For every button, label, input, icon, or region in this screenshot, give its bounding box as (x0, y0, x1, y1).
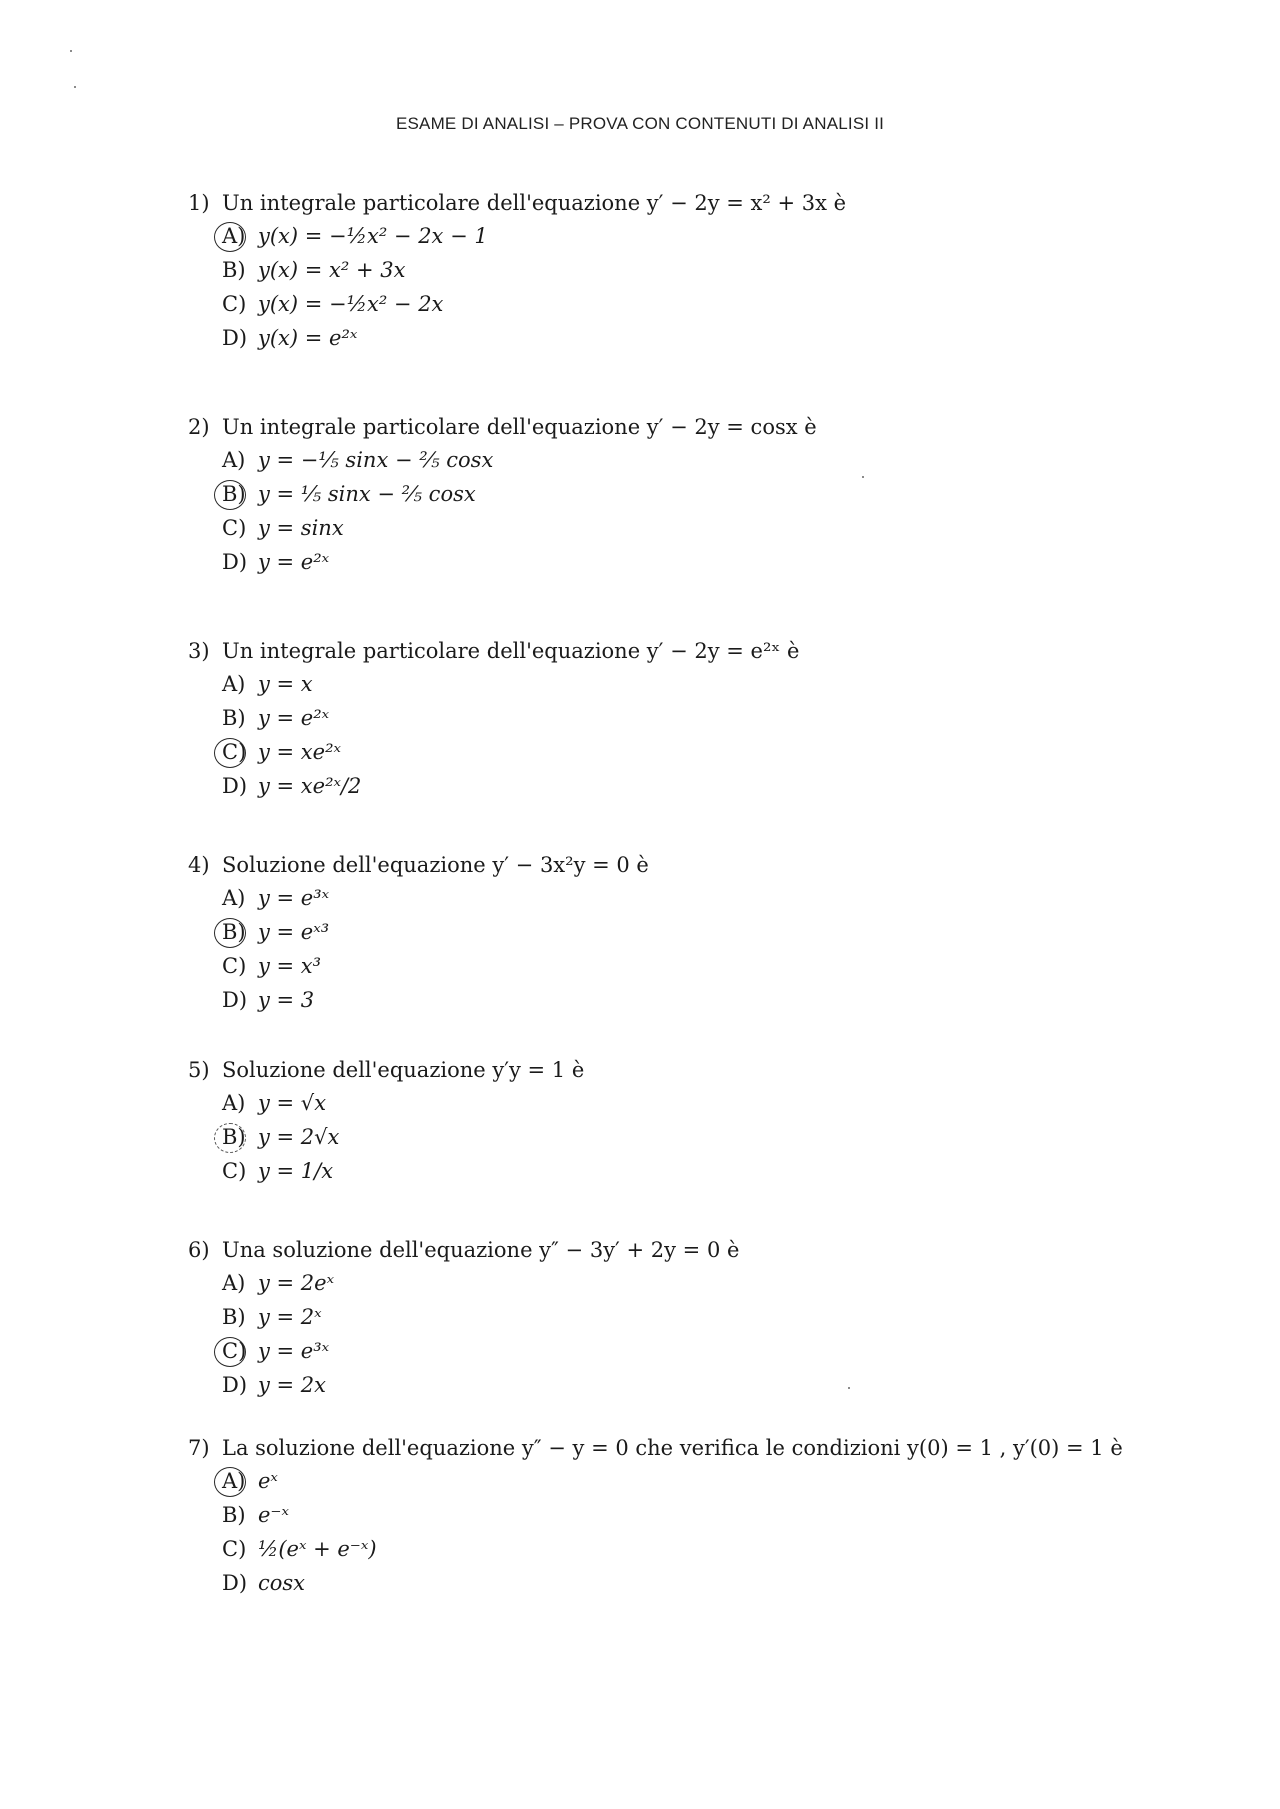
option-expression: y = −⅕ sinx − ⅖ cosx (258, 448, 494, 472)
question-6 (188, 1234, 1188, 1402)
option-d (188, 769, 1188, 803)
option-c (188, 1334, 1188, 1368)
option-a (188, 1464, 1188, 1498)
option-letter: D) (222, 326, 248, 350)
option-letter: B) (222, 1503, 246, 1527)
question-text: Soluzione dell'equazione y′y = 1 è (222, 1058, 585, 1082)
option-expression: y = 2eˣ (258, 1271, 335, 1295)
option-letter: A) (222, 219, 258, 253)
option-expression: y = √x (258, 1091, 327, 1115)
option-expression: y = e²ˣ (258, 706, 330, 730)
option-d (188, 983, 1188, 1017)
option-letter: A) (222, 1464, 258, 1498)
option-d (188, 321, 1188, 355)
option-c (188, 287, 1188, 321)
question-number: 1) (188, 191, 210, 215)
option-a (188, 667, 1188, 701)
option-letter: B) (222, 477, 258, 511)
option-expression: y = eˣ³ (258, 920, 330, 944)
option-d (188, 545, 1188, 579)
question-number: 3) (188, 639, 210, 663)
question-text: La soluzione dell'equazione y″ − y = 0 che verifica le condizioni y(0) = 1 , y′(0) = 1 è (222, 1436, 1123, 1460)
option-letter: C) (222, 292, 247, 316)
option-letter: C) (222, 1334, 258, 1368)
option-c (188, 1532, 1188, 1566)
option-a (188, 1086, 1188, 1120)
option-b (188, 1300, 1188, 1334)
option-expression: y = e²ˣ (258, 550, 330, 574)
option-letter: B) (222, 1120, 258, 1154)
question-5 (188, 1054, 1188, 1188)
option-expression: y(x) = e²ˣ (258, 326, 358, 350)
option-expression: y = 1/x (258, 1159, 334, 1183)
question-stem (188, 187, 1188, 219)
option-expression: y = e³ˣ (258, 1339, 330, 1363)
option-letter: C) (222, 1537, 247, 1561)
question-stem (188, 1234, 1188, 1266)
option-letter: B) (222, 1305, 246, 1329)
question-number: 2) (188, 415, 210, 439)
scan-speck (70, 50, 72, 52)
option-expression: y = e³ˣ (258, 886, 330, 910)
option-expression: y = sinx (258, 516, 344, 540)
option-letter: B) (222, 258, 246, 282)
option-letter: D) (222, 988, 248, 1012)
option-expression: y = xe²ˣ (258, 740, 341, 764)
option-letter: A) (222, 672, 246, 696)
option-b (188, 701, 1188, 735)
question-number: 4) (188, 853, 210, 877)
option-c (188, 511, 1188, 545)
option-letter: C) (222, 954, 247, 978)
option-expression: y(x) = x² + 3x (258, 258, 406, 282)
option-letter: B) (222, 706, 246, 730)
option-b (188, 915, 1188, 949)
option-expression: y = 2ˣ (258, 1305, 322, 1329)
option-letter: B) (222, 915, 258, 949)
option-c (188, 1154, 1188, 1188)
question-stem (188, 411, 1188, 443)
option-letter: C) (222, 1159, 247, 1183)
option-letter: A) (222, 448, 246, 472)
option-expression: y = x³ (258, 954, 322, 978)
option-expression: y = x (258, 672, 313, 696)
question-stem (188, 635, 1188, 667)
option-expression: y = 2x (258, 1373, 327, 1397)
question-number: 5) (188, 1058, 210, 1082)
question-7 (188, 1432, 1188, 1600)
option-expression: cosx (258, 1571, 306, 1595)
option-letter: D) (222, 1373, 248, 1397)
option-a (188, 881, 1188, 915)
option-expression: y(x) = −½x² − 2x (258, 292, 444, 316)
question-4 (188, 849, 1188, 1017)
question-text: Una soluzione dell'equazione y″ − 3y′ + 2y = 0 è (222, 1238, 740, 1262)
option-letter: C) (222, 735, 258, 769)
question-text: Un integrale particolare dell'equazione y′ − 2y = x² + 3x è (222, 191, 847, 215)
option-letter: D) (222, 550, 248, 574)
option-expression: y = ⅕ sinx − ⅖ cosx (258, 482, 476, 506)
option-expression: eˣ (258, 1469, 278, 1493)
option-letter: D) (222, 1571, 248, 1595)
option-a (188, 443, 1188, 477)
question-text: Un integrale particolare dell'equazione y′ − 2y = e²ˣ è (222, 639, 800, 663)
option-expression: y(x) = −½x² − 2x − 1 (258, 224, 488, 248)
option-letter: A) (222, 1271, 246, 1295)
question-text: Un integrale particolare dell'equazione y′ − 2y = cosx è (222, 415, 817, 439)
option-b (188, 477, 1188, 511)
option-d (188, 1566, 1188, 1600)
question-stem (188, 1054, 1188, 1086)
option-letter: A) (222, 1091, 246, 1115)
option-a (188, 219, 1188, 253)
exam-header: ESAME DI ANALISI – PROVA CON CONTENUTI DI ANALISI II (395, 114, 885, 133)
question-3 (188, 635, 1188, 803)
option-expression: e⁻ˣ (258, 1503, 289, 1527)
question-stem (188, 1432, 1188, 1464)
question-number: 7) (188, 1436, 210, 1460)
option-expression: y = 2√x (258, 1125, 340, 1149)
option-d (188, 1368, 1188, 1402)
option-letter: D) (222, 774, 248, 798)
option-b (188, 1120, 1188, 1154)
option-expression: ½(eˣ + e⁻ˣ) (258, 1537, 377, 1561)
option-a (188, 1266, 1188, 1300)
option-c (188, 949, 1188, 983)
option-b (188, 253, 1188, 287)
scan-speck (74, 86, 76, 88)
question-2 (188, 411, 1188, 579)
option-expression: y = xe²ˣ/2 (258, 774, 362, 798)
option-b (188, 1498, 1188, 1532)
question-1 (188, 187, 1188, 355)
question-text: Soluzione dell'equazione y′ − 3x²y = 0 è (222, 853, 649, 877)
question-stem (188, 849, 1188, 881)
option-letter: C) (222, 516, 247, 540)
option-c (188, 735, 1188, 769)
question-number: 6) (188, 1238, 210, 1262)
option-letter: A) (222, 886, 246, 910)
option-expression: y = 3 (258, 988, 315, 1012)
